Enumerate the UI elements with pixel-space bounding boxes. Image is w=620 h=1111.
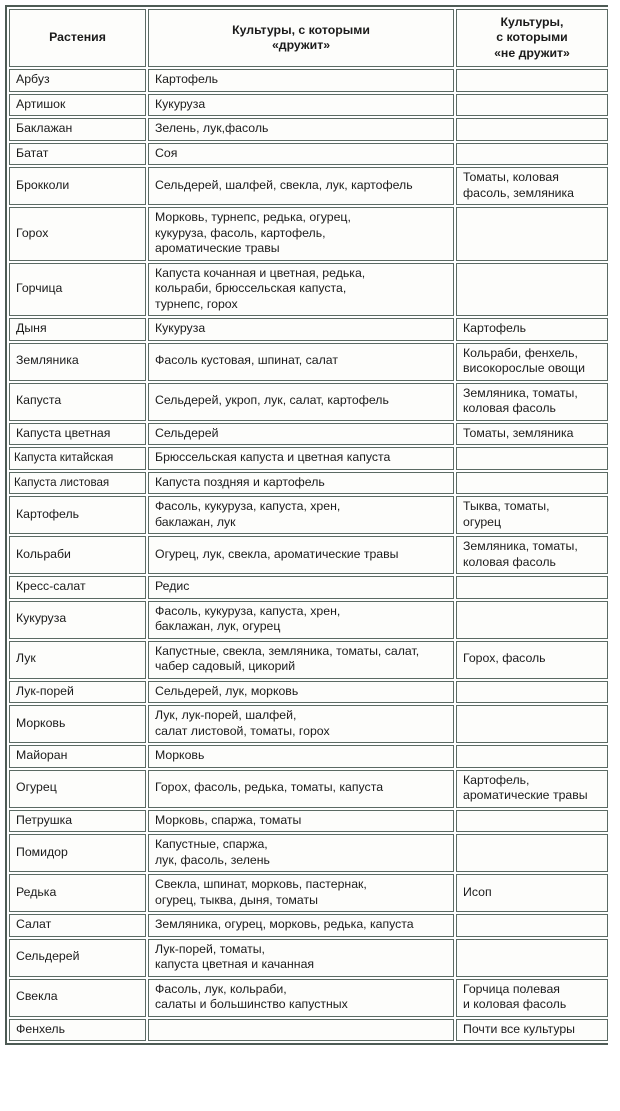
cell-bad-companions bbox=[456, 874, 608, 912]
cell-bad-companions bbox=[456, 834, 608, 872]
cell-plant-name bbox=[9, 939, 146, 977]
cell-line: Картофель bbox=[463, 321, 527, 335]
cell-bad-companions bbox=[456, 167, 608, 205]
cell-good-companions bbox=[148, 118, 454, 141]
table-row bbox=[9, 576, 608, 599]
cell-bad-companions bbox=[456, 472, 608, 495]
column-header-foes bbox=[456, 9, 608, 67]
cell-line: Сельдерей, шалфей, свекла, лук, картофель bbox=[155, 177, 413, 192]
cell-line: Свекла bbox=[16, 989, 58, 1004]
cell-plant-name bbox=[9, 834, 146, 872]
cell-line: Брюссельская капуста и цветная капуста bbox=[155, 450, 391, 464]
cell-bad-companions bbox=[456, 423, 608, 446]
cell-line: Земляника, томаты, bbox=[463, 539, 578, 553]
cell-line: Огурец bbox=[16, 780, 57, 795]
cell-line: Земляника, огурец, морковь, редька, капуста bbox=[155, 917, 414, 931]
cell-good-companions bbox=[148, 641, 454, 679]
table-header bbox=[9, 9, 608, 67]
cell-line: Лук bbox=[16, 651, 36, 666]
cell-line: Морковь bbox=[155, 748, 205, 762]
cell-good-companions bbox=[148, 745, 454, 768]
cell-good-companions bbox=[148, 601, 454, 639]
cell-good-companions bbox=[148, 834, 454, 872]
cell-bad-companions bbox=[456, 641, 608, 679]
cell-bad-companions bbox=[456, 576, 608, 599]
cell-good-companions bbox=[148, 423, 454, 446]
table-row bbox=[9, 705, 608, 743]
cell-plant-name bbox=[9, 94, 146, 117]
cell-line: Горчица полевая bbox=[463, 981, 560, 996]
cell-good-companions bbox=[148, 318, 454, 341]
table-row bbox=[9, 681, 608, 704]
cell-line: Баклажан bbox=[16, 121, 73, 135]
table-row bbox=[9, 143, 608, 166]
cell-line: лук, фасоль, зелень bbox=[155, 852, 270, 867]
cell-good-companions bbox=[148, 576, 454, 599]
header-line: Культуры, bbox=[500, 14, 564, 29]
cell-line: чабер садовый, цикорий bbox=[155, 659, 296, 673]
cell-good-companions bbox=[148, 383, 454, 421]
table-row bbox=[9, 745, 608, 768]
cell-bad-companions bbox=[456, 770, 608, 808]
cell-plant-name bbox=[9, 874, 146, 912]
cell-plant-name bbox=[9, 979, 146, 1017]
table-row bbox=[9, 167, 608, 205]
cell-bad-companions bbox=[456, 745, 608, 768]
cell-good-companions bbox=[148, 1019, 454, 1042]
header-line: Культуры, с которыми bbox=[232, 22, 370, 37]
cell-line: Исоп bbox=[463, 884, 492, 899]
cell-good-companions bbox=[148, 343, 454, 381]
cell-line: Томаты, земляника bbox=[463, 425, 574, 440]
cell-good-companions bbox=[148, 496, 454, 534]
cell-plant-name bbox=[9, 69, 146, 92]
cell-plant-name bbox=[9, 423, 146, 446]
cell-bad-companions bbox=[456, 263, 608, 317]
table-row bbox=[9, 874, 608, 912]
cell-line: Фасоль, кукуруза, капуста, хрен, bbox=[155, 499, 341, 513]
cell-line: Петрушка bbox=[16, 812, 73, 827]
cell-plant-name bbox=[9, 447, 146, 470]
cell-line: Горох, фасоль, редька, томаты, капуста bbox=[155, 780, 384, 795]
cell-good-companions bbox=[148, 810, 454, 833]
cell-line: Земляника bbox=[16, 353, 79, 368]
cell-line: Брокколи bbox=[16, 177, 70, 192]
cell-bad-companions bbox=[456, 979, 608, 1017]
cell-line: Морковь, турнепс, редька, огурец, bbox=[155, 210, 351, 224]
header-line: с которыми bbox=[496, 30, 568, 45]
table-row bbox=[9, 770, 608, 808]
cell-line: Сельдерей, лук, морковь bbox=[155, 683, 299, 698]
cell-good-companions bbox=[148, 939, 454, 977]
cell-line: Морковь bbox=[16, 715, 66, 730]
cell-good-companions bbox=[148, 472, 454, 495]
cell-bad-companions bbox=[456, 118, 608, 141]
cell-line: Горох, фасоль bbox=[463, 651, 546, 666]
cell-good-companions bbox=[148, 143, 454, 166]
cell-good-companions bbox=[148, 874, 454, 912]
cell-line: Капуста кочанная и цветная, редька, bbox=[155, 265, 366, 280]
cell-line: Горчица bbox=[16, 281, 63, 295]
cell-line: ароматические травы bbox=[155, 241, 280, 255]
table-row bbox=[9, 810, 608, 833]
cell-good-companions bbox=[148, 69, 454, 92]
cell-line: Фасоль, кукуруза, капуста, хрен, bbox=[155, 603, 341, 618]
cell-line: баклажан, лук, огурец bbox=[155, 619, 281, 633]
table-row bbox=[9, 834, 608, 872]
table-row bbox=[9, 601, 608, 639]
cell-bad-companions bbox=[456, 939, 608, 977]
table-row bbox=[9, 207, 608, 261]
cell-bad-companions bbox=[456, 383, 608, 421]
cell-line: фасоль, земляника bbox=[463, 185, 575, 200]
cell-plant-name bbox=[9, 343, 146, 381]
cell-line: Лук, лук-порей, шалфей, bbox=[155, 708, 297, 722]
cell-line: капуста цветная и качанная bbox=[155, 957, 315, 971]
cell-bad-companions bbox=[456, 601, 608, 639]
cell-line: Томаты, коловая bbox=[463, 170, 559, 184]
cell-line: Артишок bbox=[16, 96, 66, 111]
cell-line: ароматические травы bbox=[463, 788, 588, 802]
column-header-plants bbox=[9, 9, 146, 67]
table-row bbox=[9, 318, 608, 341]
cell-plant-name bbox=[9, 496, 146, 534]
cell-line: Кольраби bbox=[16, 546, 71, 561]
cell-good-companions bbox=[148, 263, 454, 317]
cell-good-companions bbox=[148, 447, 454, 470]
cell-good-companions bbox=[148, 94, 454, 117]
cell-bad-companions bbox=[456, 1019, 608, 1042]
cell-line: Сельдерей, укроп, лук, салат, картофель bbox=[155, 393, 389, 408]
cell-line: Капустные, свекла, земляника, томаты, салат, bbox=[155, 643, 420, 658]
cell-line: кольраби, брюссельская капуста, bbox=[155, 281, 347, 295]
cell-line: Лук-порей, томаты, bbox=[155, 941, 265, 956]
table-row bbox=[9, 263, 608, 317]
cell-line: Сельдерей bbox=[155, 425, 219, 440]
cell-plant-name bbox=[9, 472, 146, 495]
cell-line: Кукуруза bbox=[16, 611, 67, 626]
header-line: Растения bbox=[49, 30, 106, 45]
cell-line: Кресс-салат bbox=[16, 579, 86, 593]
cell-line: Фенхель bbox=[16, 1021, 66, 1036]
cell-line: Картофель bbox=[16, 506, 80, 521]
table-row bbox=[9, 939, 608, 977]
cell-line: Редька bbox=[16, 884, 57, 899]
table-row bbox=[9, 69, 608, 92]
cell-line: Помидор bbox=[16, 844, 68, 859]
companion-planting-table bbox=[7, 7, 610, 1043]
table-row bbox=[9, 343, 608, 381]
cell-plant-name bbox=[9, 1019, 146, 1042]
cell-plant-name bbox=[9, 118, 146, 141]
cell-line: салаты и большинство капустных bbox=[155, 997, 348, 1011]
cell-line: Картофель, bbox=[463, 772, 530, 787]
table-row bbox=[9, 914, 608, 937]
cell-line: Капуста поздняя и картофель bbox=[155, 474, 325, 489]
cell-line: Капуста листовая bbox=[14, 475, 110, 489]
cell-line: Фасоль, лук, кольраби, bbox=[155, 981, 287, 996]
table-row bbox=[9, 1019, 608, 1042]
cell-bad-companions bbox=[456, 94, 608, 117]
cell-bad-companions bbox=[456, 447, 608, 470]
cell-line: Редис bbox=[155, 579, 190, 593]
cell-line: Тыква, томаты, bbox=[463, 499, 550, 513]
cell-good-companions bbox=[148, 979, 454, 1017]
cell-line: Сельдерей bbox=[16, 949, 80, 964]
cell-bad-companions bbox=[456, 536, 608, 574]
table-header-row bbox=[9, 9, 608, 67]
table-row bbox=[9, 536, 608, 574]
cell-line: салат листовой, томаты, горох bbox=[155, 723, 330, 738]
cell-plant-name bbox=[9, 318, 146, 341]
cell-good-companions bbox=[148, 914, 454, 937]
cell-line: Земляника, томаты, bbox=[463, 385, 578, 400]
column-header-friends bbox=[148, 9, 454, 67]
table-row bbox=[9, 383, 608, 421]
cell-good-companions bbox=[148, 207, 454, 261]
cell-bad-companions bbox=[456, 69, 608, 92]
cell-bad-companions bbox=[456, 207, 608, 261]
cell-line: Дыня bbox=[16, 321, 47, 335]
cell-line: Почти все культуры bbox=[463, 1021, 576, 1036]
cell-line: огурец bbox=[463, 514, 502, 529]
cell-line: Майоран bbox=[16, 748, 68, 762]
table-row bbox=[9, 641, 608, 679]
cell-plant-name bbox=[9, 601, 146, 639]
cell-plant-name bbox=[9, 641, 146, 679]
table-row bbox=[9, 496, 608, 534]
cell-bad-companions bbox=[456, 318, 608, 341]
cell-line: Картофель bbox=[155, 72, 219, 86]
cell-line: Капуста bbox=[16, 393, 62, 408]
cell-bad-companions bbox=[456, 143, 608, 166]
cell-line: огурец, тыква, дыня, томаты bbox=[155, 892, 318, 907]
cell-bad-companions bbox=[456, 681, 608, 704]
companion-planting-table-container bbox=[5, 5, 608, 1045]
table-row bbox=[9, 979, 608, 1017]
table-row bbox=[9, 94, 608, 117]
cell-line: Кукуруза bbox=[155, 321, 206, 335]
cell-line: Капустные, спаржа, bbox=[155, 837, 268, 851]
cell-good-companions bbox=[148, 770, 454, 808]
cell-good-companions bbox=[148, 536, 454, 574]
cell-line: Салат bbox=[16, 917, 52, 931]
cell-plant-name bbox=[9, 207, 146, 261]
header-line: «дружит» bbox=[271, 38, 331, 52]
cell-bad-companions bbox=[456, 705, 608, 743]
cell-line: Кукуруза bbox=[155, 96, 206, 111]
table-row bbox=[9, 423, 608, 446]
cell-plant-name bbox=[9, 705, 146, 743]
cell-plant-name bbox=[9, 914, 146, 937]
cell-line: Арбуз bbox=[16, 72, 50, 86]
cell-bad-companions bbox=[456, 343, 608, 381]
cell-line: Морковь, спаржа, томаты bbox=[155, 812, 302, 827]
cell-line: Огурец, лук, свекла, ароматические травы bbox=[155, 546, 399, 561]
table-row bbox=[9, 118, 608, 141]
cell-line: Кольраби, фенхель, bbox=[463, 345, 578, 360]
cell-line: баклажан, лук bbox=[155, 514, 236, 529]
table-body bbox=[9, 69, 608, 1041]
table-row bbox=[9, 447, 608, 470]
cell-plant-name bbox=[9, 263, 146, 317]
cell-line: Свекла, шпинат, морковь, пастернак, bbox=[155, 877, 367, 891]
cell-line: Лук-порей bbox=[16, 683, 74, 698]
cell-line: коловая фасоль bbox=[463, 401, 556, 415]
cell-plant-name bbox=[9, 770, 146, 808]
cell-line: турнепс, горох bbox=[155, 296, 238, 311]
cell-plant-name bbox=[9, 681, 146, 704]
cell-bad-companions bbox=[456, 496, 608, 534]
cell-line: Фасоль кустовая, шпинат, салат bbox=[155, 353, 338, 368]
cell-line: Батат bbox=[16, 145, 49, 160]
table-row bbox=[9, 472, 608, 495]
cell-line: високорослые овощи bbox=[463, 361, 586, 375]
cell-plant-name bbox=[9, 810, 146, 833]
cell-line: Зелень, лук,фасоль bbox=[155, 121, 269, 135]
cell-good-companions bbox=[148, 681, 454, 704]
cell-line: кукуруза, фасоль, картофель, bbox=[155, 225, 326, 240]
cell-plant-name bbox=[9, 576, 146, 599]
cell-plant-name bbox=[9, 167, 146, 205]
cell-line: Капуста цветная bbox=[16, 425, 111, 440]
cell-plant-name bbox=[9, 536, 146, 574]
header-line: «не дружит» bbox=[494, 45, 570, 60]
cell-bad-companions bbox=[456, 914, 608, 937]
cell-plant-name bbox=[9, 383, 146, 421]
cell-plant-name bbox=[9, 745, 146, 768]
cell-bad-companions bbox=[456, 810, 608, 833]
cell-line: Соя bbox=[155, 145, 178, 160]
cell-good-companions bbox=[148, 167, 454, 205]
cell-line: коловая фасоль bbox=[463, 554, 556, 569]
cell-good-companions bbox=[148, 705, 454, 743]
cell-plant-name bbox=[9, 143, 146, 166]
cell-line: Капуста китайская bbox=[14, 451, 114, 464]
cell-line: Горох bbox=[16, 225, 49, 240]
cell-line: и коловая фасоль bbox=[463, 997, 567, 1011]
